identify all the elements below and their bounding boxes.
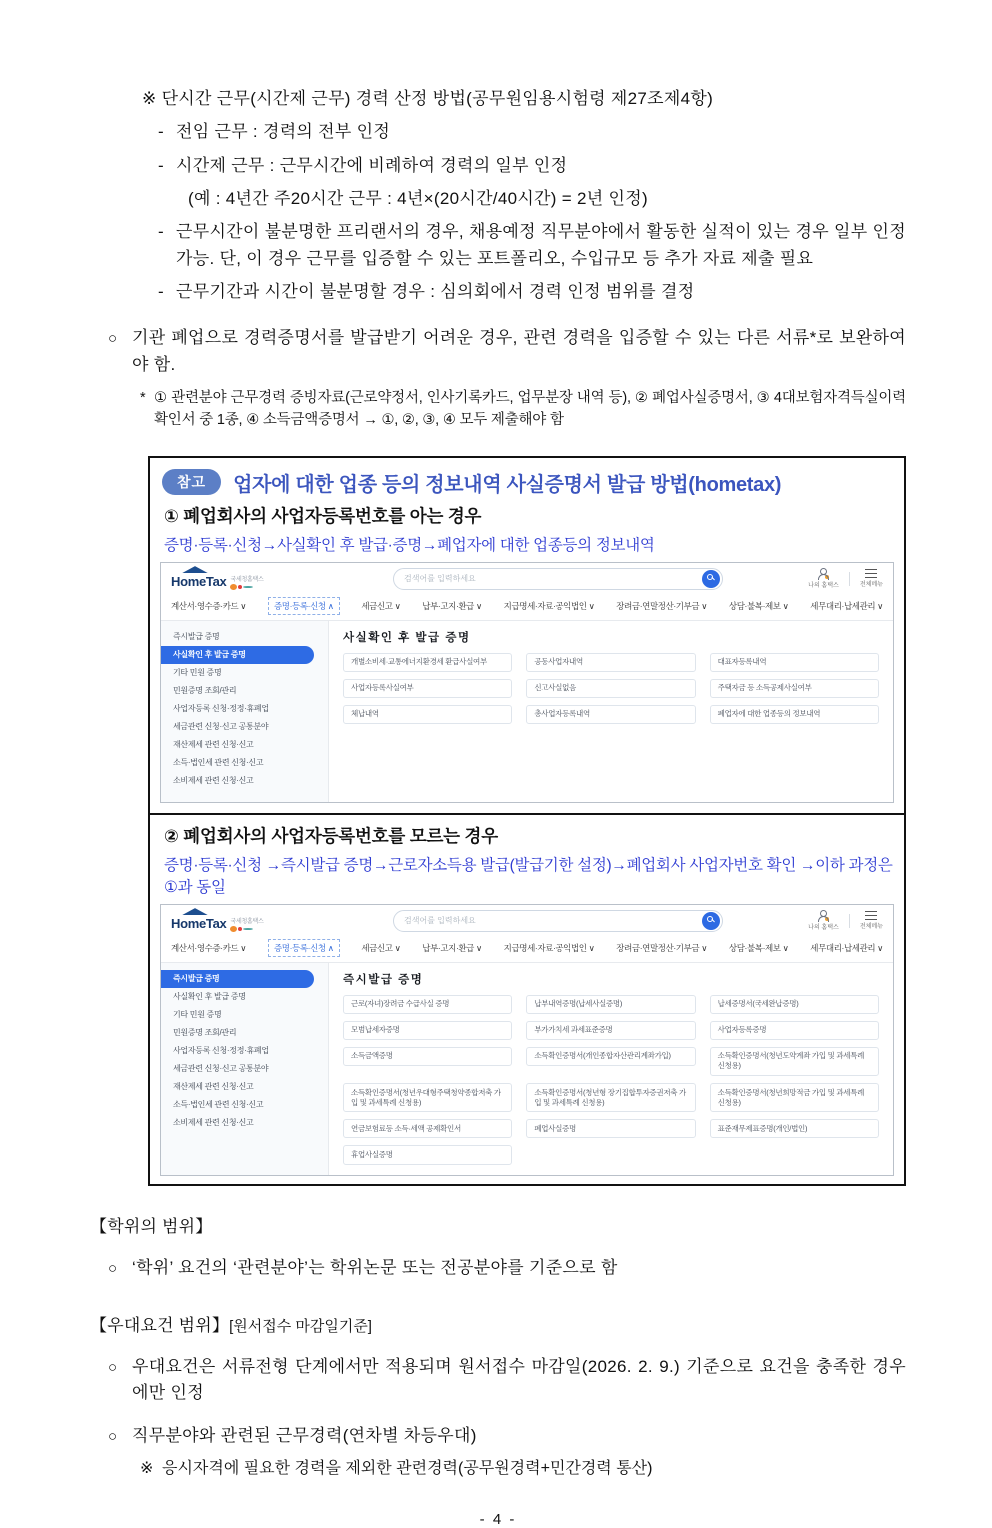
certificate-item[interactable]: 공동사업자내역 (526, 653, 695, 672)
certificate-item[interactable]: 폐업사실증명 (526, 1119, 695, 1138)
hometax-content (329, 621, 893, 802)
my-hometax-label: 나의 홈택스 (808, 925, 839, 932)
search-icon (707, 574, 713, 580)
certificate-grid (343, 653, 879, 724)
person-icon (817, 568, 829, 579)
case1-path: 증명·등록·신청→사실확인 후 발급·증명→폐업자에 대한 업종등의 정보내역 (164, 536, 655, 554)
all-menu-button[interactable] (860, 911, 883, 930)
certificate-item[interactable]: 소득확인증명서(청년형 장기집합투자증권저축 가입 및 과세특례 신청용) (526, 1083, 695, 1112)
my-hometax-button[interactable] (808, 910, 839, 931)
sidebar-item[interactable]: 사실확인 후 발급 증명 (173, 992, 246, 1002)
hometax-logo[interactable] (171, 566, 263, 591)
nav-menu-item[interactable]: 상담·불복·제보 ∨ (728, 600, 789, 611)
nav-menu-item[interactable]: 증명·등록·신청 ∧ (268, 939, 340, 957)
note-list (158, 119, 906, 305)
case2-path: 증명·등록·신청 →즉시발급 증명→근로자소득용 발급(발급기한 설정)→폐업회사 사업자번호 확인 →이하 과정은 ①과 동일 (164, 856, 893, 896)
sidebar-item[interactable]: 즉시발급 증명 (173, 632, 220, 642)
hometax-logo-side (230, 574, 263, 591)
hometax-mascot-icon (230, 584, 253, 590)
nav-menu-item[interactable]: 세금신고 ∨ (361, 600, 401, 611)
hometax-body (161, 963, 893, 1175)
certificate-grid (343, 995, 879, 1165)
sidebar-item[interactable]: 재산제세 관련 신청·신고 (173, 740, 254, 750)
nav-menu-item[interactable]: 증명·등록·신청 ∧ (268, 597, 340, 615)
certificate-item[interactable]: 소득확인증명서(개인종합자산관리계좌가입) (526, 1047, 695, 1066)
footnote: * ① 관련분야 근무경력 증빙자료(근로약정서, 인사기록카드, 업무분장 내역 등), ② 폐업사실증명서, ③ 4대보험자격득실이력확인서 중 1종, ④ 소득금액증명서 → ①, ②, ③, ④ 모두 제출해야 함 (140, 390, 906, 428)
search-icon (707, 916, 713, 922)
list-item-example: (예 : 4년간 주20시간 근무 : 4년×(20시간/40시간) = 2년 인정) (188, 189, 648, 209)
search-bar (393, 568, 723, 590)
list-item: - 근무시간이 불분명한 프리랜서의 경우, 채용예정 직무분야에서 활동한 실적이 있는 경우 일부 인정 가능. 단, 이 경우 근무를 입증할 수 있는 포트폴리오, 수입규모 등 추가 자료 제출 필요 (158, 222, 906, 268)
certificate-item[interactable]: 신고사실없음 (526, 679, 695, 698)
certificate-item[interactable]: 소득확인증명서(청년도약계좌 가입 및 과세특례 신청용) (710, 1047, 879, 1076)
hometax-nav-menu (161, 937, 893, 963)
nav-menu-item[interactable]: 장려금·연말정산·기부금 ∨ (616, 942, 708, 953)
note-title: ※ 단시간 근무(시간제 근무) 경력 산정 방법(공무원임용시험령 제27조제4항) (142, 86, 906, 112)
all-menu-label: 전체메뉴 (859, 582, 883, 589)
certificate-item[interactable]: 납부내역증명(납세사실증명) (526, 995, 695, 1014)
reference-badge: 참고 (162, 469, 221, 495)
sidebar-item[interactable]: 재산제세 관련 신청·신고 (173, 1082, 254, 1092)
reference-header (162, 468, 894, 497)
my-hometax-button[interactable] (808, 568, 839, 589)
sidebar-item[interactable]: 민원증명 조회/관리 (173, 686, 237, 696)
certificate-item[interactable]: 대표자등록내역 (710, 653, 879, 672)
note-marker: ※ (142, 89, 162, 108)
hamburger-icon (865, 569, 877, 578)
preference-title-main: 【우대요건 범위】 (90, 1315, 230, 1335)
certificate-item[interactable]: 모범납세자증명 (343, 1021, 512, 1040)
degree-bullet: ○ ‘학위’ 요건의 ‘관련분야’는 학위논문 또는 전공분야를 기준으로 함 (108, 1255, 906, 1281)
nav-menu-item[interactable]: 세무대리·납세관리 ∨ (810, 600, 883, 611)
search-input[interactable] (404, 574, 702, 583)
note-marker: ※ (140, 1459, 158, 1477)
search-input[interactable] (404, 916, 702, 925)
search-bar (393, 910, 723, 932)
hometax-sidebar (161, 963, 329, 1175)
certificate-item[interactable]: 근로(자녀)장려금 수급사실 증명 (343, 995, 512, 1014)
sidebar-item[interactable]: 기타 민원 증명 (173, 1010, 222, 1020)
nav-menu-item[interactable]: 상담·불복·제보 ∨ (728, 942, 789, 953)
degree-section-title: 【학위의 범위】 (90, 1216, 213, 1236)
hamburger-icon (865, 911, 877, 920)
certificate-item[interactable]: 납세증명서(국세완납증명) (710, 995, 879, 1014)
certificate-item[interactable]: 표준재무제표증명(개인/법인) (710, 1119, 879, 1138)
sidebar-item[interactable]: 사실확인 후 발급 증명 (161, 646, 314, 664)
section-divider (150, 813, 904, 815)
my-hometax-label: 나의 홈택스 (808, 583, 839, 590)
hometax-content (329, 963, 893, 1175)
nav-menu-item[interactable]: 계산서·영수증·카드 ∨ (171, 600, 247, 611)
person-icon (817, 910, 829, 921)
hometax-nav-menu (161, 595, 893, 621)
divider (849, 572, 850, 586)
asterisk-marker: * (140, 390, 150, 407)
hometax-logo-mark (171, 908, 226, 933)
content-title: 즉시발급 증명 (343, 973, 424, 986)
sidebar-item[interactable]: 소비제세 관련 신청·신고 (173, 1118, 254, 1128)
hometax-header (161, 905, 893, 937)
hometax-logo-subtext: 국세청홈택스 (230, 919, 264, 926)
sidebar-item[interactable]: 소득·법인세 관련 신청·신고 (173, 1100, 264, 1110)
content-title: 사실확인 후 발급 증명 (343, 631, 471, 644)
nav-menu-item[interactable]: 납부·고지·환급 ∨ (422, 600, 482, 611)
header-utilities (808, 568, 883, 589)
all-menu-button[interactable] (860, 569, 883, 588)
certificate-item[interactable]: 폐업자에 대한 업종등의 정보내역 (710, 705, 879, 724)
bullet-closure: ○ 기관 폐업으로 경력증명서를 발급받기 어려운 경우, 관련 경력을 입증할 수 있는 다른 서류*로 보완하여야 함. (108, 325, 906, 378)
hometax-body (161, 621, 893, 802)
list-item: - 시간제 근무 : 근무시간에 비례하여 경력의 일부 인정 (158, 155, 568, 175)
certificate-item[interactable]: 주택자금 등 소득공제사실여부 (710, 679, 879, 698)
hometax-logo[interactable] (171, 908, 263, 933)
reference-box (148, 456, 906, 1186)
certificate-item[interactable]: 총사업자등록내역 (526, 705, 695, 724)
reference-title: 업자에 대한 업종 등의 정보내역 사실증명서 발급 방법(hometax) (233, 473, 782, 496)
sidebar-item[interactable]: 민원증명 조회/관리 (173, 1028, 237, 1038)
sidebar-item[interactable]: 세금관련 신청·신고 공통분야 (173, 722, 269, 732)
preference-note: ※ 응시자격에 필요한 경력을 제외한 관련경력(공무원경력+민간경력 통산) (140, 1457, 906, 1481)
search-button[interactable] (702, 912, 720, 930)
certificate-item[interactable]: 연금보험료등 소득·세액 공제확인서 (343, 1119, 512, 1138)
certificate-item[interactable]: 휴업사실증명 (343, 1145, 512, 1164)
certificate-item[interactable]: 사업자등록증명 (710, 1021, 879, 1040)
page-number: - 4 - (479, 1510, 517, 1528)
nav-menu-item[interactable]: 세금신고 ∨ (361, 942, 401, 953)
list-item: - 근무기간과 시간이 불분명할 경우 : 심의회에서 경력 인정 범위를 결정 (158, 282, 695, 302)
sidebar-item[interactable]: 사업자등록 신청·정정·휴폐업 (173, 1046, 269, 1056)
hometax-sidebar (161, 621, 329, 802)
preference-title-suffix: [원서접수 마감일기준] (229, 1317, 372, 1335)
sidebar-item[interactable]: 사업자등록 신청·정정·휴폐업 (173, 704, 269, 714)
circle-bullet-marker: ○ (108, 1427, 118, 1445)
hometax-logo-text: HomeTax (171, 574, 227, 590)
certificate-item[interactable]: 개별소비세·교통에너지환경세 환급사실여부 (343, 653, 512, 672)
certificate-item[interactable]: 소득확인증명서(청년희망적금 가입 및 과세특례 신청용) (710, 1083, 879, 1112)
sidebar-item[interactable]: 소득·법인세 관련 신청·신고 (173, 758, 264, 768)
sidebar-item[interactable]: 기타 민원 증명 (173, 668, 222, 678)
circle-bullet-marker: ○ (108, 330, 118, 348)
nav-menu-item[interactable]: 납부·고지·환급 ∨ (422, 942, 482, 953)
nav-menu-item[interactable]: 세무대리·납세관리 ∨ (810, 942, 883, 953)
certificate-item[interactable]: 부가가치세 과세표준증명 (526, 1021, 695, 1040)
hometax-logo-side (230, 916, 263, 933)
roof-icon (178, 566, 212, 573)
list-item: - 전임 근무 : 경력의 전부 인정 (158, 122, 391, 142)
case2-heading: ② 폐업회사의 사업자등록번호를 모르는 경우 (164, 825, 498, 846)
circle-bullet-marker: ○ (108, 1259, 118, 1277)
certificate-item[interactable]: 소득금액증명 (343, 1047, 512, 1066)
certificate-item[interactable]: 체납내역 (343, 705, 512, 724)
sidebar-item[interactable]: 소비제세 관련 신청·신고 (173, 776, 254, 786)
hometax-mascot-icon (230, 926, 253, 932)
case1-heading: ① 폐업회사의 사업자등록번호를 아는 경우 (164, 505, 482, 526)
preference-bullet-1: ○ 우대요건은 서류전형 단계에서만 적용되며 원서접수 마감일(2026. 2. 9.) 기준으로 요건을 충족한 경우에만 인정 (108, 1354, 906, 1407)
circle-bullet-marker: ○ (108, 1358, 118, 1376)
search-button[interactable] (702, 570, 720, 588)
preference-bullet-2: ○ 직무분야와 관련된 근무경력(연차별 차등우대) (108, 1423, 906, 1449)
sidebar-item[interactable]: 즉시발급 증명 (161, 970, 314, 988)
nav-menu-item[interactable]: 지급명세·자료·공익법인 ∨ (503, 942, 595, 953)
nav-menu-item[interactable]: 계산서·영수증·카드 ∨ (171, 942, 247, 953)
nav-menu-item[interactable]: 지급명세·자료·공익법인 ∨ (503, 600, 595, 611)
sidebar-item[interactable]: 세금관련 신청·신고 공통분야 (173, 1064, 269, 1074)
nav-menu-item[interactable]: 장려금·연말정산·기부금 ∨ (616, 600, 708, 611)
header-utilities (808, 910, 883, 931)
certificate-item[interactable]: 사업자등록사실여부 (343, 679, 512, 698)
divider (849, 914, 850, 928)
hometax-screenshot-2 (160, 904, 894, 1176)
hometax-logo-mark (171, 566, 226, 591)
certificate-item[interactable]: 소득확인증명서(청년우대형주택청약종합저축 가입 및 과세특례 신청용) (343, 1083, 512, 1112)
preference-section-title (90, 1311, 906, 1336)
hometax-logo-text: HomeTax (171, 916, 227, 932)
roof-icon (178, 908, 212, 915)
hometax-screenshot-1 (160, 562, 894, 803)
hometax-header (161, 563, 893, 595)
all-menu-label: 전체메뉴 (859, 924, 883, 931)
hometax-logo-subtext: 국세청홈택스 (230, 577, 264, 584)
